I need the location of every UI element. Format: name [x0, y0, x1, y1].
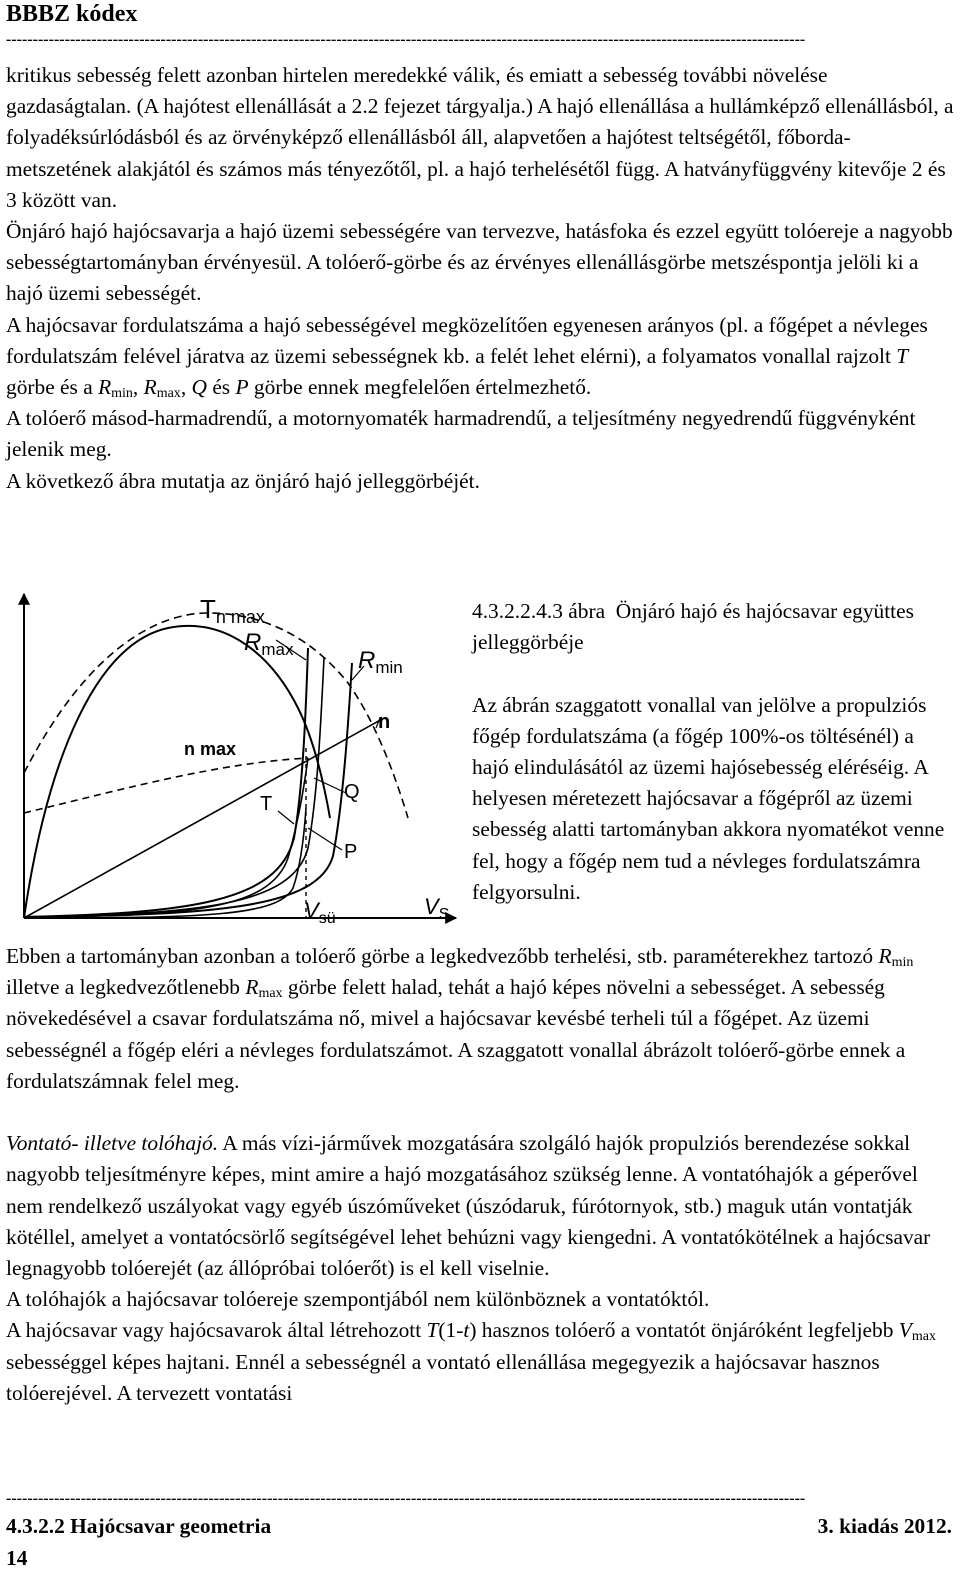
text-run: A tolóhajók a hajócsavar tolóereje szempontjából nem különböznek a vontatóktól.: [6, 1287, 710, 1312]
text-run: sebességgel képes hajtani. Ennél a sebességnél a vontató ellenállása megegyezik a hajócsavar hasznos tolóerejével. A tervezett vontatási: [6, 1349, 880, 1405]
text-run: ,: [132, 375, 144, 400]
italic-text: R: [245, 975, 259, 1000]
resistance-curve-mid: [24, 658, 324, 917]
figure-caption: 4.3.2.2.4.3 ábra Önjáró hajó és hajócsavar együttes jelleggörbéje: [472, 599, 920, 655]
paragraph: [6, 1315, 954, 1409]
text-run: illetve a legkedvezőtlenebb: [6, 975, 246, 1000]
lower-body-text: [6, 941, 954, 1409]
paragraph: [6, 310, 954, 404]
figure-caption-block: [472, 596, 954, 908]
leader-t: [278, 811, 294, 824]
paragraph: [6, 60, 954, 216]
italic-text: Q: [191, 375, 207, 400]
subscript-text: min: [111, 386, 133, 402]
running-header-title: BBBZ kódex: [6, 1, 138, 27]
footer-edition: 3. kiadás 2012.: [817, 1514, 952, 1538]
subscript-text: min: [891, 955, 914, 970]
paragraph: [6, 1097, 954, 1128]
italic-text: T: [426, 1318, 439, 1343]
label-t: T: [260, 793, 273, 815]
label-tn-max: Tn max: [200, 594, 265, 627]
paragraph: [6, 403, 954, 465]
footer-section-title: 4.3.2.2 Hajócsavar geometria: [6, 1514, 272, 1538]
label-rmax: $R_{max}$: [244, 629, 294, 659]
text-run: A hajócsavar fordulatszáma a hajó sebességével megközelítően egyenesen arányos (pl. a főgépet a névleges fordulatszám felével járatva az üzemi sebességnek kb. a felét lehet elérni), a folyamatos vonallal rajzolt: [6, 312, 928, 368]
text-run: [6, 1100, 11, 1124]
thrust-curve-t: [24, 626, 330, 918]
italic-text: t: [463, 1318, 470, 1343]
subscript-text: max: [156, 386, 181, 402]
page-number: 14: [6, 1546, 28, 1570]
text-run: (1-: [438, 1318, 464, 1343]
label-n-max: n max: [184, 739, 237, 759]
resistance-curve-rmax: [24, 648, 308, 917]
label-vsu: $V_{sü}$: [304, 898, 336, 927]
text-run: és: [206, 375, 236, 400]
text-run: görbe felett halad, tehát a hajó képes növelni a sebességet. A sebesség növekedésével a csavar fordulatszáma nő, mivel a hajócsavar kevésbé terheli túl a főgépet. Az üzemi sebességnél a főgép eléri a névleges fordulatszámot. A szaggatott vonallal ábrázolt tolóerő-görbe ennek a fordulatszámnak felel meg.: [6, 975, 906, 1093]
italic-text: P: [235, 375, 249, 400]
paragraph: [6, 941, 954, 1097]
paragraph: [6, 216, 954, 310]
italic-text: V: [898, 1318, 912, 1343]
text-run: görbe és a: [6, 375, 99, 400]
italic-text: R: [878, 944, 892, 968]
paragraph: [6, 1128, 954, 1284]
header-rule: ------------------------------------------------------------------------------------------------------------------------------------------------------: [6, 32, 806, 48]
text-run: kritikus sebesség felett azonban hirtelen meredekké válik, és emiatt a sebesség további növelése gazdaságtalan. (A hajótest ellenállását a 2.2 fejezet tárgyalja.) A hajó ellenállása a hullámképző ellenállásból, a folyadéksúrlódásból és az örvényképző ellenállásból áll, alapvetően a hajótest teltségétől, főborda-metszetének alakjától és számos más tényezőtől, pl. a hajó terhelésétől függ. A hatványfüggvény kitevője 2 és 3 között van.: [6, 63, 954, 212]
text-run: A következő ábra mutatja az önjáró hajó jelleggörbéjét.: [6, 468, 480, 493]
text-run: ) hasznos tolóerő a vontatót önjáróként legfeljebb: [469, 1318, 899, 1343]
text-run: A hajócsavar vagy hajócsavarok által létrehozott: [6, 1318, 427, 1343]
italic-text: T: [896, 343, 909, 368]
text-run: ,: [180, 375, 192, 400]
paragraph: [6, 1284, 954, 1315]
label-vs: $V_S$: [424, 894, 450, 923]
text-run: A tolóerő másod-harmadrendű, a motornyomaték harmadrendű, a teljesítmény negyedrendű függvényként jelenik meg.: [6, 406, 916, 462]
paragraph: [6, 466, 954, 497]
label-rmin: $R_{min}$: [358, 647, 403, 677]
figure-description: Az ábrán szaggatott vonallal van jelölve a propulziós főgép fordulatszáma (a főgép 100%-os töltésénél) a hajó elindulásától az üzemi hajósebesség eléréséig. A helyesen méretezett hajócsavar a főgépről az üzemi sebesség alatti tartományban akkora nyomatékot venne fel, hogy a főgép nem tud a névleges fordulatszámra felgyorsulni.: [472, 692, 945, 904]
characteristic-curve-figure: [8, 588, 460, 938]
italic-text: R: [143, 375, 157, 400]
text-run: Ebben a tartományban azonban a tolóerő görbe a legkedvezőbb terhelési, stb. paraméterekhez tartozó: [6, 944, 879, 968]
torque-curve-q: [24, 758, 308, 917]
footer-rule: ------------------------------------------------------------------------------------------------------------------------------------------------------: [6, 1491, 806, 1507]
upper-body-text: [6, 60, 954, 497]
italic-text: R: [98, 375, 112, 400]
italic-text: Vontató- illetve tolóhajó.: [6, 1131, 219, 1156]
text-run: Önjáró hajó hajócsavarja a hajó üzemi sebességére van tervezve, hatásfoka és ezzel együtt tolóereje a nagyobb sebességtartományban érvényesül. A tolóerő-görbe és az érvényes ellenállásgörbe metszéspontja jelöli ki a hajó üzemi sebességét.: [6, 219, 953, 306]
characteristic-curve-diagram: [8, 588, 460, 938]
text-run: A más vízi-járművek mozgatására szolgáló hajók propulziós berendezése sokkal nagyobb teljesítményre képes, mint amire a hajó mozgatásához szükség lenne. A vontatóhajók a géperővel nem rendelkező uszályokat vagy egyéb úszóműveket (úszódaruk, fúrótornyok, stb.) maguk után vontatják kötéllel, amelyet a vontatócsörlő segítségével lehet behúzni vagy kiengedni. A vontatókötélnek a hajócsavar legnagyobb tolóerejét (az állópróbai tolóerőt) is el kell viselnie.: [6, 1131, 931, 1281]
label-n: n: [378, 711, 391, 733]
subscript-text: max: [258, 986, 283, 1002]
leader-q: [314, 778, 346, 793]
subscript-text: max: [911, 1329, 936, 1345]
text-run: görbe ennek megfelelően értelmezhető.: [248, 375, 592, 400]
label-p: P: [344, 841, 358, 863]
caption-spacer: [472, 658, 954, 689]
label-q: Q: [344, 781, 360, 803]
